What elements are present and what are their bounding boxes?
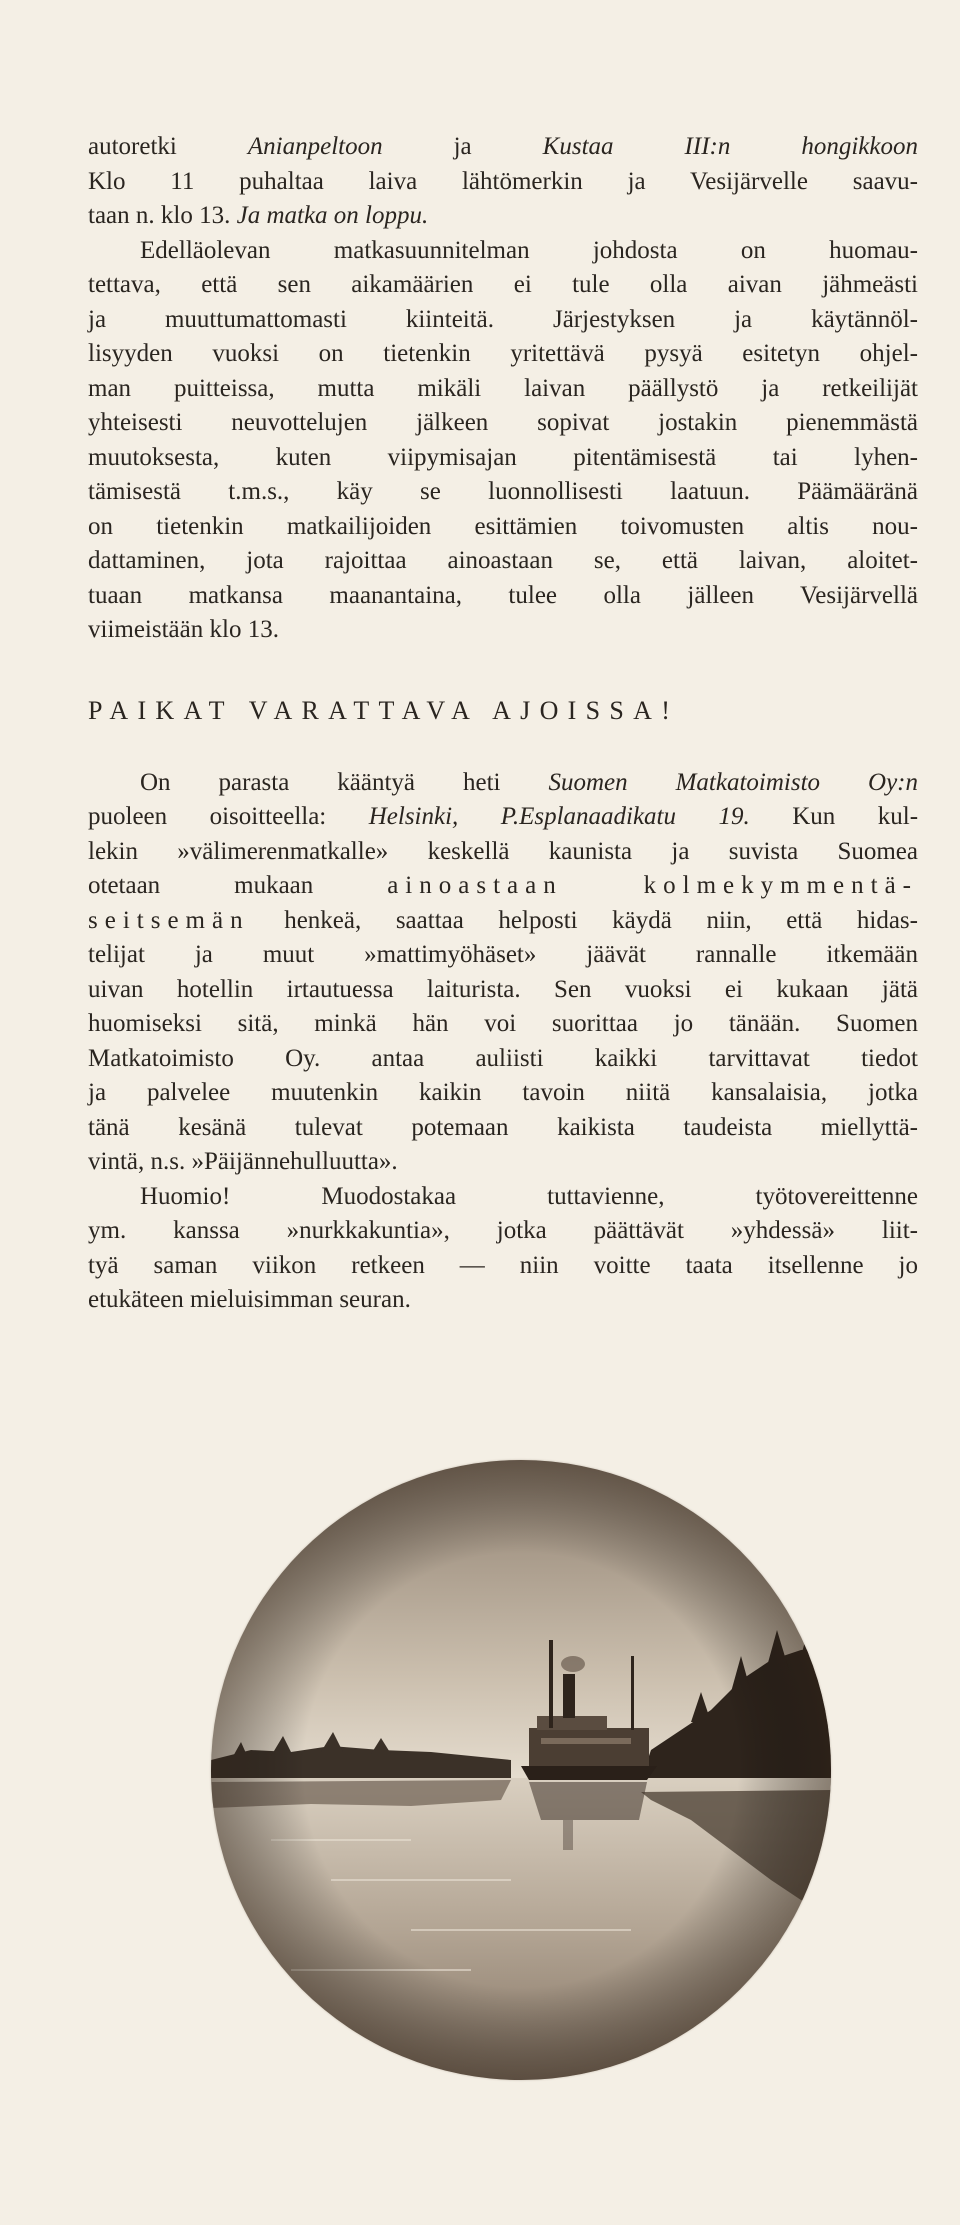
- paragraph-1-line-3: taan n. klo 13. Ja matka on loppu.: [88, 202, 429, 229]
- paragraph-3-line: ja palvelee muutenkin kaikin tavoin niitä kansalaisia, jotka: [88, 1079, 918, 1106]
- paragraph-1-line-2: Klo 11 puhaltaa laiva lähtömerkin ja Vesijärvelle saavu-: [88, 167, 918, 195]
- paragraph-3-line: huomiseksi sitä, minkä hän voi suorittaa jo tänään. Suomen: [88, 1010, 918, 1037]
- paragraph-4-line: ym. kanssa »nurkkakuntia», jotka päättävät »yhdessä» liit-: [88, 1217, 918, 1244]
- paragraph-3-line: On parasta kääntyä heti Suomen Matkatoimisto Oy:n: [140, 768, 918, 796]
- paragraph-2-line: tuaan matkansa maanantaina, tulee olla jälleen Vesijärvellä: [88, 581, 918, 609]
- paragraph-3-line: telijat ja muut »mattimyöhäset» jäävät rannalle itkemään: [88, 941, 918, 968]
- paragraph-2-line: on tietenkin matkailijoiden esittämien toivomusten altis nou-: [88, 512, 918, 540]
- paragraph-4: [88, 1180, 918, 1318]
- paragraph-4-line: etukäteen mieluisimman seuran.: [88, 1286, 411, 1313]
- paragraph-3-line: seitsemän henkeä, saattaa helposti käydä niin, että hidas-: [88, 906, 918, 934]
- paragraph-2-line: man puitteissa, mutta mikäli laivan päällystö ja retkeilijät: [88, 374, 918, 402]
- paragraph-2-line: tettava, että sen aikamäärien ei tule olla aivan jähmeästi: [88, 271, 918, 298]
- paragraph-3-line: uivan hotellin irtautuessa laiturista. Sen vuoksi ei kukaan jätä: [88, 975, 918, 1003]
- paragraph-1: [88, 130, 918, 234]
- paragraph-2-line: tämisestä t.m.s., käy se luonnollisesti laatuun. Päämääränä: [88, 478, 918, 505]
- paragraph-2-line: ja muuttumattomasti kiinteitä. Järjestyksen ja käytännöl-: [88, 305, 918, 333]
- paragraph-2-line: lisyyden vuoksi on tietenkin yritettävä pysyä esitetyn ohjel-: [88, 340, 918, 367]
- paragraph-2-line: viimeistään klo 13.: [88, 616, 279, 643]
- paragraph-3-line: vintä, n.s. »Päijännehulluutta».: [88, 1148, 398, 1175]
- paragraph-2: [88, 234, 918, 648]
- paragraph-2-line: dattaminen, jota rajoittaa ainoastaan se, että laivan, aloitet-: [88, 547, 918, 574]
- paragraph-4-line: tyä saman viikon retkeen — niin voitte taata itsellenne jo: [88, 1251, 918, 1279]
- paragraph-1-line-1: autoretki Anianpeltoon ja Kustaa III:n hongikkoon: [88, 133, 918, 160]
- paragraph-3-line: Matkatoimisto Oy. antaa auliisti kaikki tarvittavat tiedot: [88, 1044, 918, 1072]
- paragraph-3-line: otetaan mukaan ainoastaan kolmekymmentä-: [88, 872, 918, 899]
- document-page: [88, 130, 918, 1318]
- paragraph-2-line: yhteisesti neuvottelujen jälkeen sopivat jostakin pienemmästä: [88, 409, 918, 436]
- paragraph-3-line: tänä kesänä tulevat potemaan kaikista taudeista miellyttä-: [88, 1113, 918, 1141]
- paragraph-3-line: lekin »välimerenmatkalle» keskellä kaunista ja suvista Suomea: [88, 837, 918, 865]
- steamboat-on-lake-icon: [211, 1460, 831, 2080]
- paragraph-2-line: muutoksesta, kuten viipymisajan pitentämisestä tai lyhen-: [88, 443, 918, 471]
- paragraph-2-line: Edelläolevan matkasuunnitelman johdosta on huomau-: [140, 236, 918, 264]
- paragraph-4-line: Huomio! Muodostakaa tuttavienne, työtovereittenne: [140, 1182, 918, 1210]
- paragraph-3-line: puoleen oisoitteella: Helsinki, P.Esplanaadikatu 19. Kun kul-: [88, 803, 919, 830]
- section-heading: PAIKAT VARATTAVA AJOISSA!: [88, 695, 680, 725]
- paragraph-3: [88, 766, 918, 1180]
